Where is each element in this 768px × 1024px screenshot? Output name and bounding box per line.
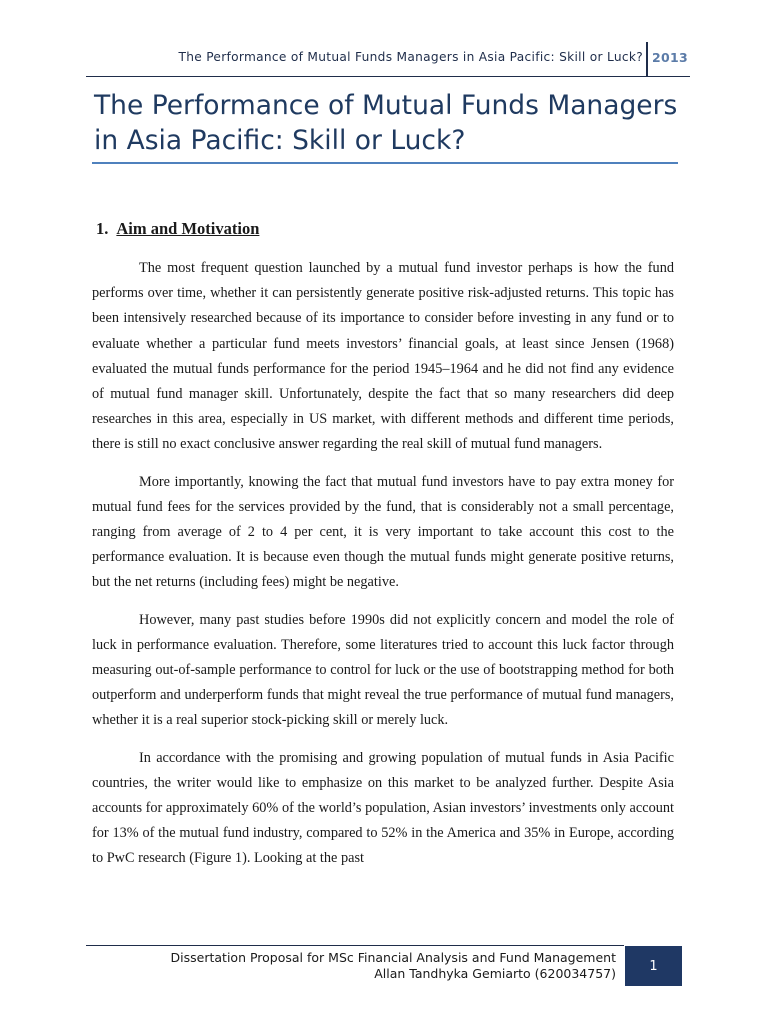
page-number: 1 bbox=[649, 958, 658, 974]
section-number: 1. bbox=[96, 219, 109, 238]
paragraph-3: However, many past studies before 1990s did not explicitly concern and model the role of luck in performance evaluation. Therefore, some literatures tried to account this luck factor through measuring out-of-sample performance to control for luck or the use of bootstrapping method for both outperform and underperform funds that might reveal the true performance of mutual fund managers, whether it is a real superior stock-picking skill or merely luck. bbox=[92, 611, 674, 729]
section-heading-text: Aim and Motivation bbox=[116, 219, 260, 238]
header-year: 2013 bbox=[652, 50, 688, 65]
footer-line-1: Dissertation Proposal for MSc Financial Analysis and Fund Management bbox=[170, 950, 616, 965]
document-title: The Performance of Mutual Funds Managers in Asia Pacific: Skill or Luck? bbox=[94, 90, 678, 156]
page-header bbox=[86, 42, 690, 77]
paragraph-4: In accordance with the promising and growing population of mutual funds in Asia Pacific countries, the writer would like to emphasize on this market to be analyzed further. Despite Asia accounts for approximately 60% of the world’s population, Asian investors’ investments only account for 13% of the mutual fund industry, compared to 52% in the America and 35% in Europe, according to PwC research (Figure 1). Looking at the past bbox=[92, 749, 674, 867]
header-title: The Performance of Mutual Funds Managers in Asia Pacific: Skill or Luck? bbox=[178, 50, 643, 64]
paragraph-2: More importantly, knowing the fact that mutual fund investors have to pay extra money for mutual fund fees for the services provided by the fund, that is considerably not a small percentage, ranging from average of 2 to 4 per cent, it is very important to take account this cost to the performance evaluation. It is because even though the mutual funds might generate positive returns, but the net returns (including fees) might be negative. bbox=[92, 473, 674, 591]
footer-divider bbox=[86, 945, 624, 946]
section-heading bbox=[96, 219, 259, 239]
body-text bbox=[92, 256, 674, 884]
header-separator bbox=[646, 42, 648, 76]
paragraph-1: The most frequent question launched by a mutual fund investor perhaps is how the fund performs over time, whether it can persistently generate positive risk-adjusted returns. This topic has been intensively researched because of its importance to consider before investing in any fund or to evaluate whether a particular fund meets investors’ financial goals, at least since Jensen (1968) evaluated the mutual funds performance for the period 1945–1964 and he did not find any evidence of mutual fund manager skill. Unfortunately, despite the fact that so many researchers did deep researches in this area, especially in US market, with different methods and different time periods, there is still no exact conclusive answer regarding the real skill of mutual fund managers. bbox=[92, 260, 674, 453]
footer-line-2: Allan Tandhyka Gemiarto (620034757) bbox=[374, 966, 616, 981]
page-number-box bbox=[625, 946, 682, 986]
title-divider bbox=[92, 162, 678, 164]
page-footer bbox=[86, 950, 616, 982]
